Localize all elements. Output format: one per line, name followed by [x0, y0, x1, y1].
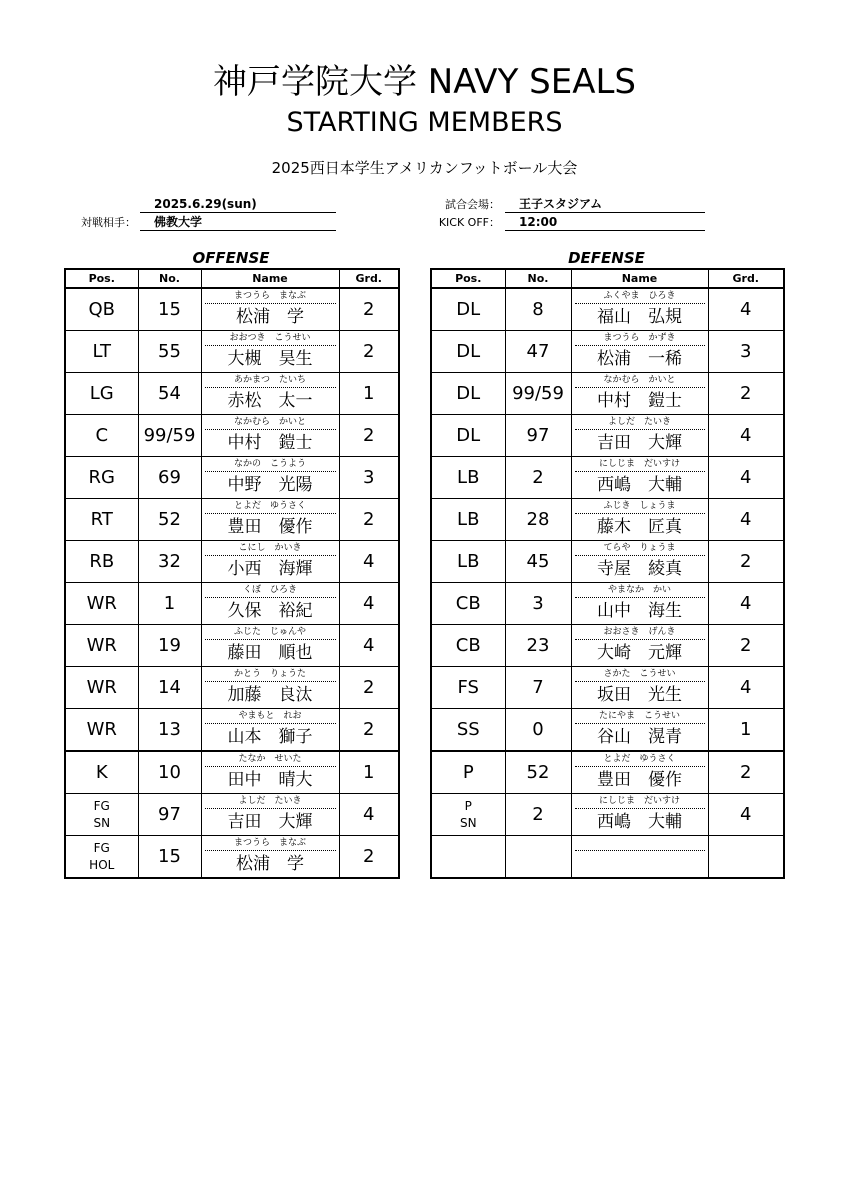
position-cell: [65, 625, 138, 667]
jersey-number: 52: [505, 751, 571, 794]
player-name: 吉田 大輝: [227, 812, 313, 832]
table-row: [65, 709, 399, 752]
jersey-number: 13: [138, 709, 201, 752]
player-name: 松浦 一稀: [597, 349, 682, 369]
table-row: [65, 415, 399, 457]
player-grade: [708, 836, 784, 879]
player-name-kana: にしじま だいすけ: [575, 457, 705, 472]
position-cell: [431, 667, 505, 709]
table-row: [431, 709, 784, 752]
position-cell: [431, 709, 505, 752]
player-grade: 1: [339, 751, 399, 794]
match-date: 2025.6.29(sun): [140, 197, 336, 213]
player-grade: 2: [339, 288, 399, 331]
player-name-cell: [571, 751, 708, 794]
table-row: [431, 667, 784, 709]
position-label: CB: [455, 593, 481, 614]
position-cell: [431, 499, 505, 541]
player-name-kana: にしじま だいすけ: [575, 794, 705, 809]
player-grade: 1: [708, 709, 784, 752]
venue-label: 試合会場：: [445, 198, 500, 211]
team-title: 神戸学院大学 NAVY SEALS: [212, 62, 636, 102]
table-row: [431, 457, 784, 499]
player-name-kana: こにし かいき: [205, 541, 336, 556]
player-name-kana: よしだ たいき: [205, 794, 336, 809]
player-name: 大崎 元輝: [597, 643, 682, 663]
player-name-cell: [571, 583, 708, 625]
player-name-kana: あかまつ たいち: [205, 373, 336, 388]
position-label: RG: [88, 467, 115, 488]
jersey-number: 47: [505, 331, 571, 373]
position-label: P: [462, 762, 474, 783]
position-label: DL: [456, 383, 481, 404]
kickoff-label: KICK OFF：: [438, 216, 500, 229]
player-name: 福山 弘規: [597, 307, 682, 327]
position-label: FG: [93, 798, 110, 813]
player-name-kana: [575, 836, 705, 851]
player-name-cell: [201, 836, 339, 879]
venue-name: 王子スタジアム: [505, 197, 705, 213]
jersey-number: 7: [505, 667, 571, 709]
position-cell: [431, 625, 505, 667]
player-name-kana: まつうら まなぶ: [205, 836, 336, 851]
player-name: 谷山 滉青: [597, 727, 682, 747]
position-label: FS: [457, 677, 479, 698]
player-name: 中村 鎧士: [227, 433, 313, 453]
player-grade: 4: [339, 583, 399, 625]
player-grade: 4: [708, 583, 784, 625]
position-cell: [65, 794, 138, 836]
table-row: [431, 415, 784, 457]
position-cell: [65, 667, 138, 709]
position-label: LT: [92, 341, 112, 362]
grade-header: Grd.: [708, 269, 784, 288]
position-cell: [65, 373, 138, 415]
player-name: 山中 海生: [597, 601, 682, 621]
player-name-cell: [571, 794, 708, 836]
position-label: C: [95, 425, 109, 446]
position-cell: [65, 583, 138, 625]
position-cell: [65, 709, 138, 752]
player-grade: 4: [708, 457, 784, 499]
player-grade: 2: [708, 541, 784, 583]
position-cell: [431, 583, 505, 625]
player-name: 寺屋 綾真: [597, 559, 682, 579]
player-grade: 2: [339, 499, 399, 541]
table-row: [431, 751, 784, 794]
tournament-name: 2025西日本学生アメリカンフットボール大会: [271, 159, 578, 177]
player-name-cell: [201, 541, 339, 583]
jersey-number: 69: [138, 457, 201, 499]
jersey-number: 52: [138, 499, 201, 541]
player-name-kana: ふじき しょうま: [575, 499, 705, 514]
position-label: P: [464, 798, 472, 813]
player-grade: 3: [708, 331, 784, 373]
player-grade: 2: [708, 751, 784, 794]
table-row: [65, 794, 399, 836]
player-grade: 4: [708, 794, 784, 836]
position-sub-label: HOL: [89, 857, 115, 872]
position-cell: [65, 751, 138, 794]
position-label: FG: [93, 840, 110, 855]
position-label: LB: [457, 551, 480, 572]
player-name-kana: やまなか かい: [575, 583, 705, 598]
player-name: 大槻 昊生: [227, 349, 313, 369]
table-row: [431, 499, 784, 541]
player-name-cell: [201, 583, 339, 625]
table-row: [65, 836, 399, 879]
table-row: [65, 541, 399, 583]
player-name: 坂田 光生: [597, 685, 682, 705]
table-row: [431, 541, 784, 583]
player-name-kana: おおさき げんき: [575, 625, 705, 640]
jersey-number: 28: [505, 499, 571, 541]
player-name: 加藤 良汰: [227, 685, 313, 705]
jersey-number: 2: [505, 794, 571, 836]
player-name-kana: たにやま こうせい: [575, 709, 705, 724]
player-name: 豊田 優作: [597, 770, 682, 790]
player-grade: 1: [339, 373, 399, 415]
jersey-number: 2: [505, 457, 571, 499]
jersey-number: 15: [138, 836, 201, 879]
defense-table: [430, 268, 785, 879]
player-grade: 2: [339, 667, 399, 709]
player-name-kana: なかむら かいと: [205, 415, 336, 430]
position-cell: [431, 751, 505, 794]
player-name: 小西 海輝: [227, 559, 313, 579]
table-row: [65, 288, 399, 331]
table-row: [431, 373, 784, 415]
number-header: No.: [505, 269, 571, 288]
player-name-cell: [571, 541, 708, 583]
player-name-cell: [571, 625, 708, 667]
table-row: [65, 373, 399, 415]
player-name-cell: [201, 709, 339, 752]
table-row: [431, 583, 784, 625]
table-row: [65, 331, 399, 373]
player-grade: 4: [339, 541, 399, 583]
position-sub-label: SN: [459, 815, 477, 830]
player-name-kana: たなか せいた: [205, 752, 336, 767]
player-name-kana: くぼ ひろき: [205, 583, 336, 598]
player-name-kana: ふくやま ひろき: [575, 289, 705, 304]
player-grade: 4: [339, 794, 399, 836]
player-grade: 2: [708, 373, 784, 415]
jersey-number: 1: [138, 583, 201, 625]
player-name: 赤松 太一: [227, 391, 313, 411]
player-name-cell: [571, 415, 708, 457]
jersey-number: 54: [138, 373, 201, 415]
player-name-kana: おおつき こうせい: [205, 331, 336, 346]
player-name-kana: とよだ ゆうさく: [205, 499, 336, 514]
position-cell: [65, 541, 138, 583]
position-label: WR: [86, 635, 117, 656]
player-name-kana: なかの こうよう: [205, 457, 336, 472]
jersey-number: 45: [505, 541, 571, 583]
opponent-label: 対戦相手：: [81, 216, 136, 229]
jersey-number: 10: [138, 751, 201, 794]
position-label: SS: [456, 719, 480, 740]
jersey-number: 23: [505, 625, 571, 667]
player-name: 久保 裕紀: [227, 601, 313, 621]
pos-header: Pos.: [65, 269, 138, 288]
player-name: 西嶋 大輔: [597, 475, 682, 495]
offense-table: [64, 268, 400, 879]
player-name: 吉田 大輝: [597, 433, 682, 453]
player-name-cell: [201, 288, 339, 331]
player-name-kana: まつうら まなぶ: [205, 289, 336, 304]
player-name-kana: さかた こうせい: [575, 667, 705, 682]
name-header: Name: [201, 269, 339, 288]
kickoff-time: 12:00: [505, 215, 705, 231]
position-label: WR: [86, 593, 117, 614]
position-cell: [431, 541, 505, 583]
table-row: [431, 836, 784, 879]
player-name-kana: とよだ ゆうさく: [575, 752, 705, 767]
position-cell: [431, 373, 505, 415]
position-label: WR: [86, 677, 117, 698]
position-label: RT: [90, 509, 113, 530]
position-cell: [431, 457, 505, 499]
player-name-kana: よしだ たいき: [575, 415, 705, 430]
player-name-kana: ふじた じゅんや: [205, 625, 336, 640]
player-grade: 4: [708, 288, 784, 331]
position-cell: [431, 794, 505, 836]
player-name-cell: [571, 373, 708, 415]
defense-title: DEFENSE: [568, 249, 645, 267]
player-name-cell: [571, 331, 708, 373]
player-name: 中野 光陽: [227, 475, 313, 495]
grade-header: Grd.: [339, 269, 399, 288]
player-grade: 4: [339, 625, 399, 667]
table-row: [65, 583, 399, 625]
position-label: QB: [88, 299, 116, 320]
player-name: 松浦 学: [236, 307, 304, 327]
position-label: CB: [455, 635, 481, 656]
starting-members-title: STARTING MEMBERS: [286, 107, 563, 138]
position-label: WR: [86, 719, 117, 740]
position-cell: [65, 836, 138, 879]
player-name-cell: [571, 836, 708, 879]
player-name-kana: かとう りょうた: [205, 667, 336, 682]
player-name: 藤田 順也: [227, 643, 313, 663]
player-name-kana: てらや りょうま: [575, 541, 705, 556]
jersey-number: 97: [138, 794, 201, 836]
player-grade: 2: [339, 331, 399, 373]
position-sub-label: SN: [93, 815, 111, 830]
player-grade: 2: [708, 625, 784, 667]
player-grade: 3: [339, 457, 399, 499]
position-label: DL: [456, 299, 481, 320]
jersey-number: 99/59: [505, 373, 571, 415]
player-grade: 4: [708, 415, 784, 457]
player-name: 藤木 匠真: [597, 517, 682, 537]
player-name-cell: [571, 288, 708, 331]
player-name-kana: やまもと れお: [205, 709, 336, 724]
position-cell: [431, 288, 505, 331]
position-cell: [65, 415, 138, 457]
position-label: LG: [89, 383, 114, 404]
jersey-number: [505, 836, 571, 879]
player-name-cell: [201, 415, 339, 457]
jersey-number: 99/59: [138, 415, 201, 457]
player-name-cell: [201, 667, 339, 709]
player-name-cell: [201, 331, 339, 373]
player-name-cell: [571, 457, 708, 499]
player-name-cell: [571, 709, 708, 752]
jersey-number: 15: [138, 288, 201, 331]
table-row: [431, 288, 784, 331]
player-name-cell: [201, 499, 339, 541]
player-grade: 4: [708, 667, 784, 709]
table-row: [431, 625, 784, 667]
position-cell: [65, 499, 138, 541]
player-name-cell: [201, 794, 339, 836]
table-row: [431, 794, 784, 836]
table-row: [65, 457, 399, 499]
player-name: 田中 晴大: [227, 770, 313, 790]
table-row: [65, 625, 399, 667]
position-cell: [65, 457, 138, 499]
position-label: DL: [456, 425, 481, 446]
position-label: LB: [457, 467, 480, 488]
offense-title: OFFENSE: [192, 249, 270, 267]
position-cell: [65, 288, 138, 331]
position-cell: [431, 331, 505, 373]
number-header: No.: [138, 269, 201, 288]
jersey-number: 55: [138, 331, 201, 373]
player-name-cell: [201, 625, 339, 667]
jersey-number: 14: [138, 667, 201, 709]
player-grade: 4: [708, 499, 784, 541]
position-label: LB: [457, 509, 480, 530]
table-row: [65, 751, 399, 794]
table-row: [65, 499, 399, 541]
jersey-number: 97: [505, 415, 571, 457]
player-name-kana: なかむら かいと: [575, 373, 705, 388]
player-grade: 2: [339, 836, 399, 879]
position-label: K: [95, 762, 108, 783]
player-name: 豊田 優作: [227, 517, 313, 537]
position-cell: [65, 331, 138, 373]
player-name: 中村 鎧士: [597, 391, 682, 411]
position-cell: [431, 415, 505, 457]
position-label: DL: [456, 341, 481, 362]
player-name-cell: [571, 667, 708, 709]
table-row: [65, 667, 399, 709]
player-grade: 2: [339, 709, 399, 752]
opponent-name: 佛教大学: [140, 215, 336, 231]
player-name: 松浦 学: [236, 854, 304, 874]
player-name-cell: [201, 373, 339, 415]
jersey-number: 19: [138, 625, 201, 667]
jersey-number: 32: [138, 541, 201, 583]
pos-header: Pos.: [431, 269, 505, 288]
jersey-number: 0: [505, 709, 571, 752]
position-cell: [431, 836, 505, 879]
position-label: RB: [89, 551, 115, 572]
player-name-cell: [201, 751, 339, 794]
player-name: 西嶋 大輔: [597, 812, 682, 832]
table-row: [431, 331, 784, 373]
player-name-kana: まつうら かずき: [575, 331, 705, 346]
player-name-cell: [201, 457, 339, 499]
player-grade: 2: [339, 415, 399, 457]
jersey-number: 3: [505, 583, 571, 625]
name-header: Name: [571, 269, 708, 288]
jersey-number: 8: [505, 288, 571, 331]
player-name-cell: [571, 499, 708, 541]
player-name: 山本 獅子: [227, 727, 313, 747]
